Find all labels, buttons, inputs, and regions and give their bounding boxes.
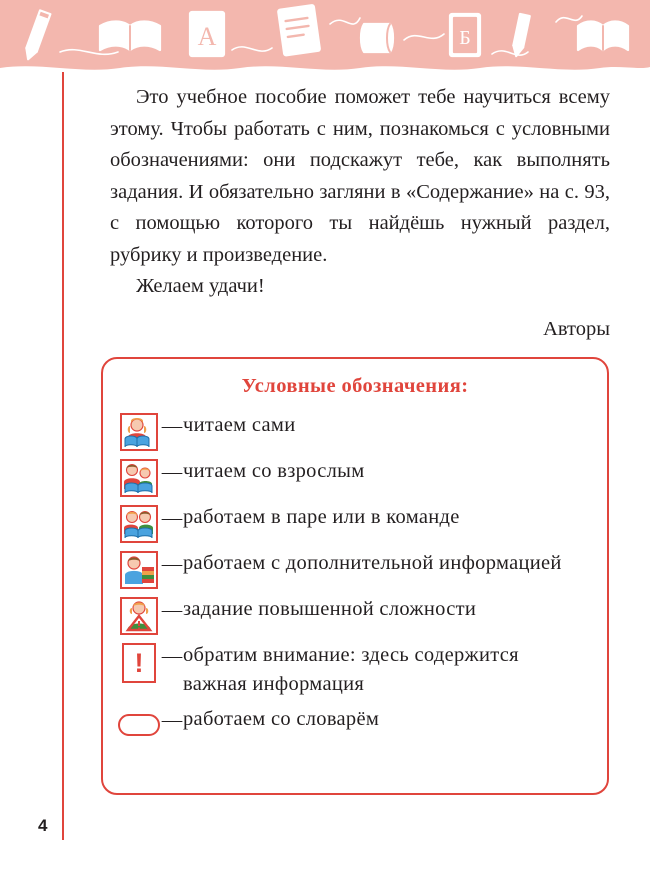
svg-text:Б: Б [459,27,471,49]
legend-dash: — [161,507,183,529]
authors-signature: Авторы [543,318,610,340]
boy-with-books-icon [117,549,161,589]
legend-dash: — [161,645,183,667]
road-sign-girl-icon [117,595,161,635]
legend-item-label: работаем в паре или в команде [183,506,460,528]
list-item [117,705,607,736]
legend-dash: — [161,553,183,575]
legend-list [103,411,607,736]
legend-dash: — [161,599,183,621]
page-left-rule [62,72,64,840]
two-children-reading-icon [117,503,161,543]
list-item [117,549,607,589]
band-wave-edge [0,62,650,72]
legend-item-label: обратим внимание: здесь содержится важная информация [183,644,519,695]
paragraph-2: Желаем удачи! [136,275,265,297]
girl-reading-book-icon [117,411,161,451]
legend-item-label: читаем со взрослым [183,460,365,482]
legend-item-label: работаем со словарём [183,708,380,730]
legend-item-label: читаем сами [183,414,296,436]
legend-dash: — [161,415,183,437]
legend-dash: — [161,709,183,731]
list-item [117,595,607,635]
legend-dash: — [161,461,183,483]
legend-item-label: работаем с дополнительной информацией [183,552,562,574]
body-text [110,82,610,303]
dictionary-pill-icon [117,705,161,736]
list-item [117,411,607,451]
legend-title: Условные обозначения: [241,375,469,397]
exclamation-mark-icon: ! [117,641,161,683]
paragraph-1: Это учебное пособие поможет тебе научиться всему этому. Чтобы работать с ним, познакомься с условными обозначениями: они подскажут тебе, как выполнять задания. И обязательно загляни в «Содержание» на с. 93, с помощью которого ты найдёшь нужный раздел, рубрику и произведение. [110,86,610,266]
list-item [117,503,607,543]
adult-and-child-reading-icon [117,457,161,497]
list-item [117,641,607,699]
list-item [117,457,607,497]
legend-item-label: задание повышенной сложности [183,598,477,620]
legend-box [101,357,609,795]
svg-text:А: А [197,22,217,51]
decorative-top-band [0,0,650,72]
page-number: 4 [38,816,48,835]
